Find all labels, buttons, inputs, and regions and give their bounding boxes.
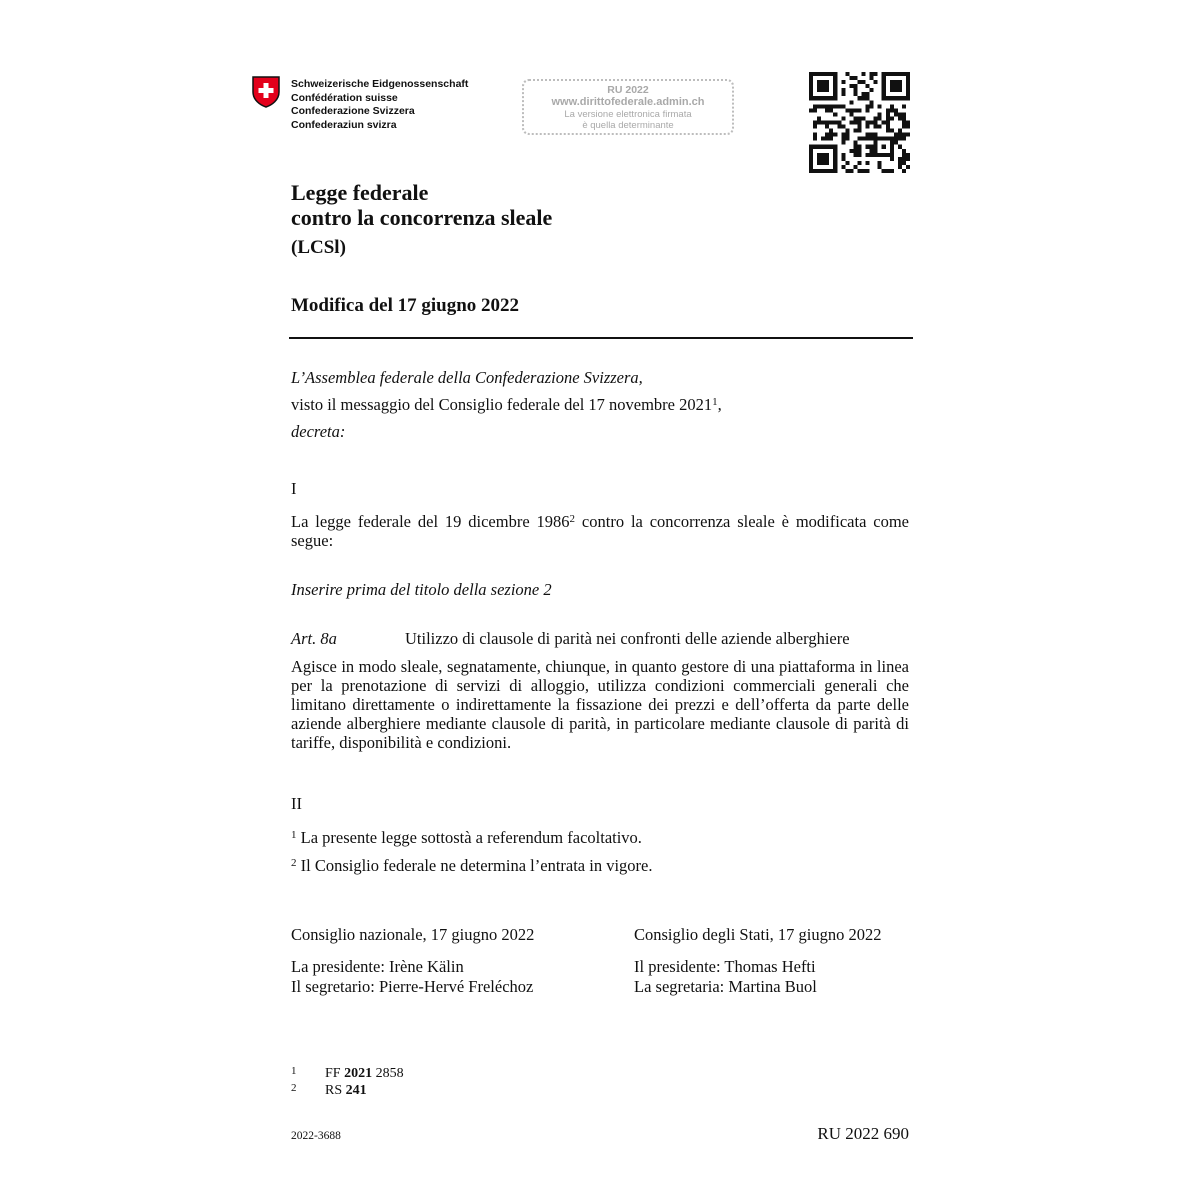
- preamble-assembly: L’Assemblea federale della Confederazione Svizzera,: [291, 368, 643, 387]
- footnote-ref-1[interactable]: 1: [712, 396, 718, 408]
- article-number: Art. 8a: [291, 629, 337, 648]
- document-number: 2022-3688: [291, 1130, 341, 1142]
- footnote-2: [291, 1080, 367, 1099]
- modification-date: Modifica del 17 giugno 2022: [291, 295, 520, 316]
- law-title: [291, 180, 552, 230]
- qr-code-icon[interactable]: [809, 72, 910, 173]
- confederation-line-rm: Confederaziun svizra: [291, 118, 397, 131]
- footnote-1-year: 2021: [344, 1066, 373, 1081]
- confederation-line-it: Confederazione Svizzera: [291, 105, 415, 117]
- confederation-name-block: [291, 78, 468, 132]
- preamble-decreta: decreta:: [291, 422, 346, 441]
- footnote-2-number: 2: [291, 1082, 297, 1094]
- signature-right-place-date: Consiglio degli Stati, 17 giugno 2022: [634, 925, 882, 944]
- law-title-line2: contro la concorrenza sleale: [291, 205, 553, 230]
- final-provision-2: [291, 856, 653, 875]
- amendment-intro-part1: La legge federale del 19 dicembre 1986: [291, 512, 570, 531]
- signature-left-secretary: Il segretario: Pierre-Hervé Freléchoz: [291, 977, 534, 996]
- ru-reference: RU 2022 690: [817, 1124, 909, 1143]
- preamble-visto-text: visto il messaggio del Consiglio federale del 17 novembre 2021: [291, 395, 713, 414]
- preamble-visto-end: ,: [717, 395, 722, 414]
- preamble-visto: [291, 395, 722, 414]
- article-title: Utilizzo di clausole di parità nei confronti delle aziende alberghiere: [405, 629, 850, 648]
- amendment-intro: [291, 512, 909, 550]
- confederation-line-de: Schweizerische Eidgenossenschaft: [291, 78, 469, 90]
- section-numeral-1: I: [291, 479, 297, 498]
- footnote-1-page: 2858: [372, 1066, 404, 1081]
- signature-left-president: La presidente: Irène Kälin: [291, 957, 464, 976]
- stamp-note-line2: è quella determinante: [582, 120, 674, 131]
- swiss-cross-shield-icon: [252, 76, 280, 108]
- final-provision-1-text: La presente legge sottostà a referendum facoltativo.: [296, 828, 642, 847]
- final-provision-2-text: Il Consiglio federale ne determina l’entrata in vigore.: [296, 856, 653, 875]
- confederation-line-fr: Confédération suisse: [291, 91, 398, 104]
- stamp-note-line1: La versione elettronica firmata: [564, 109, 692, 120]
- footnote-1-prefix: FF: [325, 1066, 345, 1081]
- footnote-1-number: 1: [291, 1065, 297, 1077]
- footnote-ref-2[interactable]: 2: [569, 513, 576, 525]
- law-abbreviation: (LCSl): [291, 237, 346, 258]
- final-provision-1: [291, 828, 642, 847]
- official-publication-stamp: [522, 79, 734, 135]
- stamp-collection: RU 2022: [607, 84, 649, 96]
- footnote-2-number-ref: 241: [345, 1083, 367, 1098]
- signature-left-place-date: Consiglio nazionale, 17 giugno 2022: [291, 925, 535, 944]
- insertion-instruction: Inserire prima del titolo della sezione 2: [291, 580, 552, 599]
- section-numeral-2: II: [291, 794, 302, 813]
- paragraph-number-1: 1: [291, 829, 297, 841]
- amendment-intro-part2: contro la concorrenza sleale è modificata come segue:: [291, 512, 909, 550]
- title-divider: [289, 337, 913, 339]
- paragraph-number-2: 2: [291, 857, 297, 869]
- signature-right-secretary: La segretaria: Martina Buol: [634, 977, 817, 996]
- signature-right-president: Il presidente: Thomas Hefti: [634, 957, 816, 976]
- footnote-2-prefix: RS: [325, 1083, 346, 1098]
- stamp-website[interactable]: www.dirittofederale.admin.ch: [551, 96, 705, 108]
- law-title-line1: Legge federale: [291, 180, 429, 205]
- article-text: Agisce in modo sleale, segnatamente, chiunque, in quanto gestore di una piattaforma in linea per la prenotazione di servizi di alloggio, utilizza condizioni commerciali generali che limitano direttamente o indirettamente la fissazione dei prezzi e dell’offerta da parte delle aziende alberghiere mediante clausole di parità, in particolare mediante clausole di parità di tariffe, disponibilità e condizioni.: [291, 657, 909, 752]
